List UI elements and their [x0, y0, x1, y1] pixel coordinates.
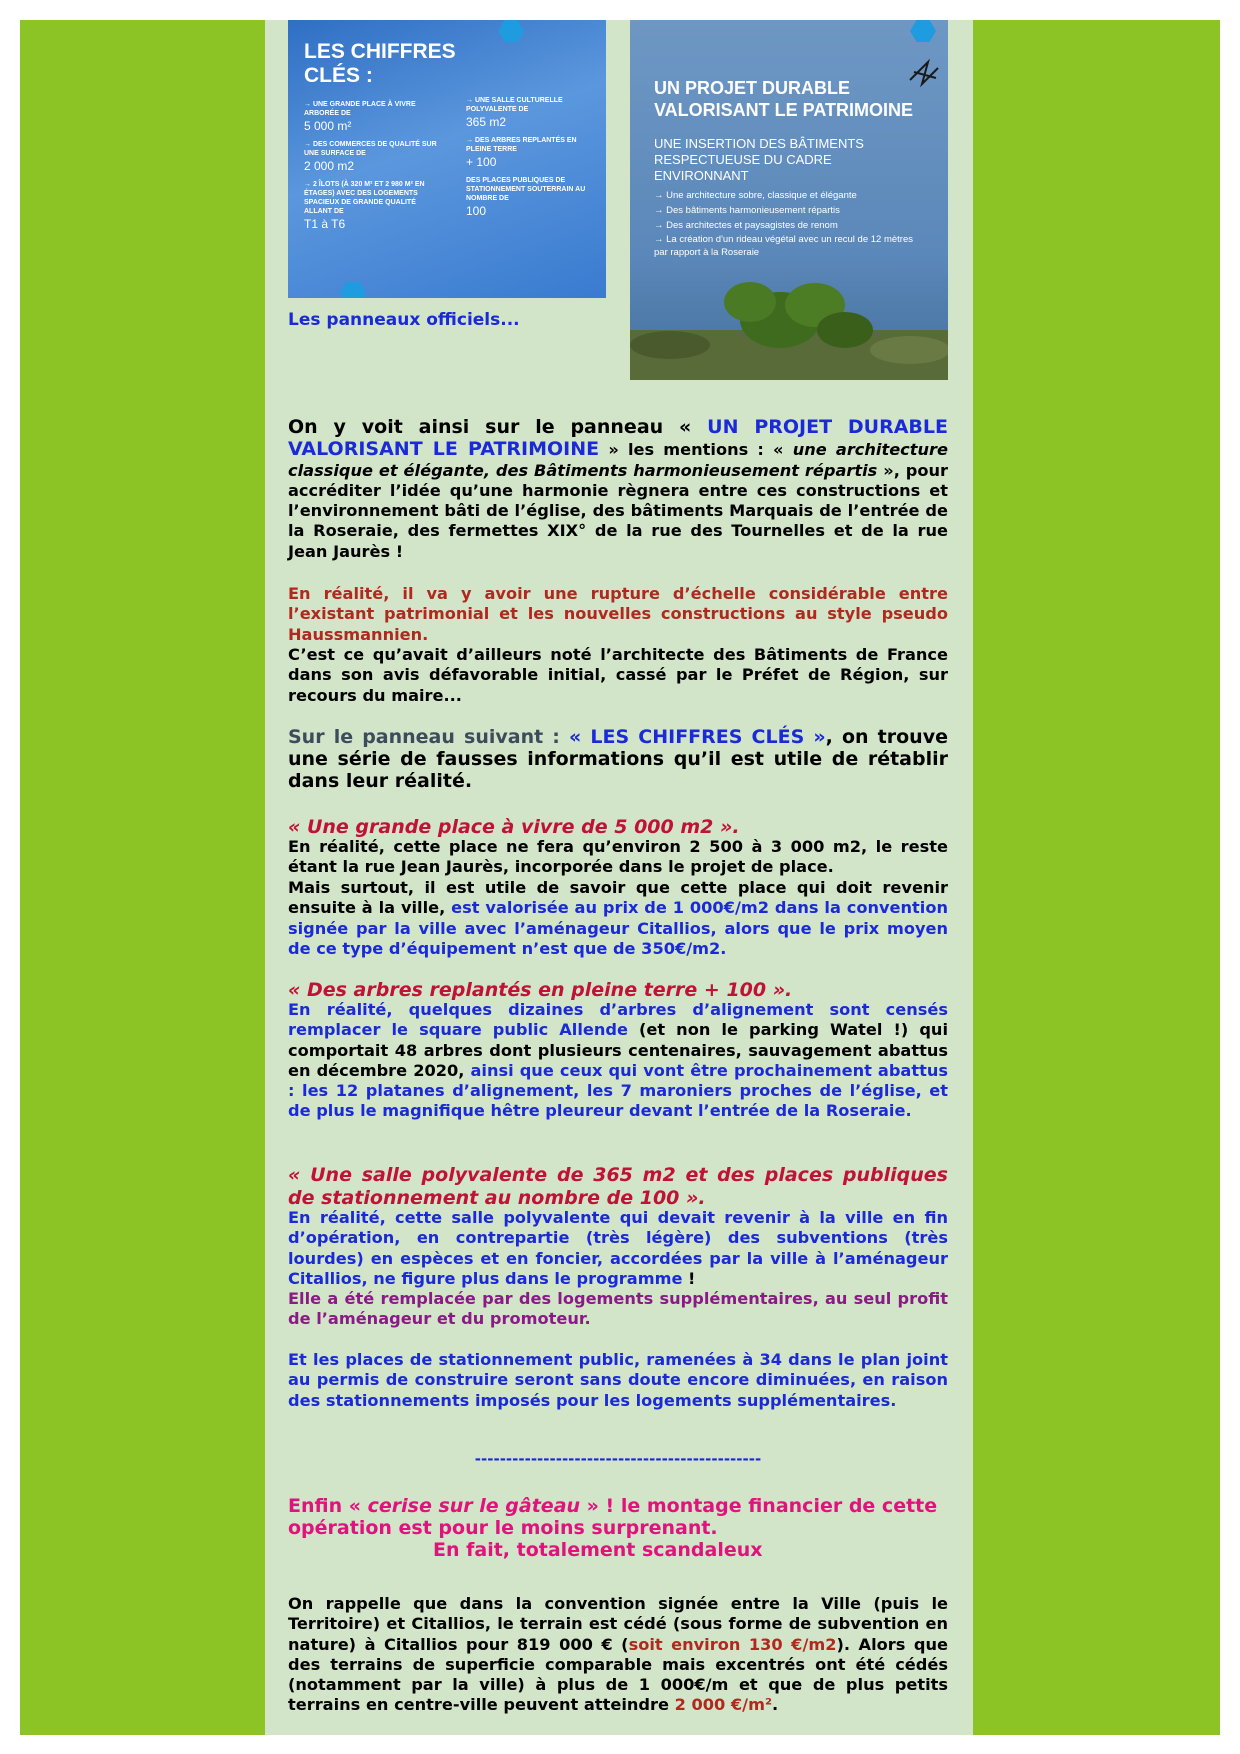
heading-salle-polyvalente: « Une salle polyvalente de 365 m2 et des places publiques de stationnement au nombre de 100 ». [288, 1164, 948, 1209]
caption-panneaux: Les panneaux officiels... [288, 310, 520, 330]
p7-end: ainsi que ceux qui vont être prochainement abattus : les 12 platanes d’alignement, les 7 maroniers proches de l’église, et de plus le magnifique hêtre pleureur devant l’entrée de la Roseraie. [288, 1060, 948, 1121]
p4-rest: , on trouve une série de fausses informations qu’il est utile de rétablir dans leur réalité. [288, 726, 948, 792]
paragraph-stationnement: Et les places de stationnement public, ramenées à 34 dans le plan joint au permis de construire seront sans doute encore diminuées, en raison des stationnements imposés pour les logements supplémentaires. [288, 1350, 948, 1410]
poster2-subtitle-line3: ENVIRONNANT [654, 168, 749, 183]
p4-intro: Sur le panneau suivant : [288, 726, 570, 748]
p1-intro: On y voit ainsi sur le panneau « [288, 416, 708, 438]
p8-end: ! [682, 1268, 696, 1288]
p7-intro: En réalité, quelques dizaines d’arbres d’alignement sont censés remplacer le square public Allende [288, 1000, 948, 1040]
poster2-bullet-2: → Des bâtiments harmonieusement répartis [654, 205, 840, 216]
paragraph-place-surface: En réalité, cette place ne fera qu’environ 2 500 à 3 000 m2, le reste étant la rue Jean Jaurès, incorporée dans le projet de place. [288, 837, 948, 877]
poster1-left-label-2: → DES COMMERCES DE QUALITÉ SUR UNE SURFACE DE [304, 141, 437, 157]
poster2-bullet-4: → La création d'un rideau végétal avec un recul de 12 mètres par rapport à la Roseraie [654, 234, 913, 258]
poster1-left-value-1: 5 000 m² [304, 119, 352, 133]
p11-rest: » ! le montage financier de cette opération est pour le moins surprenant. [288, 1495, 938, 1539]
paragraph-scandaleux: En fait, totalement scandaleux [433, 1539, 763, 1561]
poster1-title-line2: CLÉS : [304, 64, 373, 87]
poster2-title-line2: VALORISANT LE PATRIMOINE [654, 100, 913, 120]
heading-grande-place: « Une grande place à vivre de 5 000 m2 ». [288, 816, 740, 838]
paragraph-salle [288, 1208, 948, 1289]
p1-panel-name: UN PROJET DURABLE VALORISANT LE PATRIMOINE [288, 416, 948, 461]
paragraph-logements: Elle a été remplacée par des logements supplémentaires, au seul profit de l’aménageur et du promoteur. [288, 1289, 948, 1329]
heading-arbres: « Des arbres replantés en pleine terre + 100 ». [288, 979, 793, 1001]
poster2-title-line1: UN PROJET DURABLE [654, 78, 851, 98]
p12-intro: On rappelle que dans la convention signée entre la Ville (puis le Territoire) et Citallios, le terrain est cédé (sous forme de subvention en nature) à Citallios pour 819 000 € ( [288, 1594, 948, 1654]
p11-cerise: cerise sur le gâteau [367, 1495, 581, 1517]
paragraph-convention [288, 1594, 948, 1716]
p7-middle: (et non le parking Watel !) qui comportait 48 arbres dont plusieurs centenaires, sauvagement abattus en décembre 2020, [288, 1020, 948, 1080]
p12-price-centre: 2 000 €/m² [674, 1695, 773, 1715]
poster1-left-list [304, 100, 444, 232]
p12-price-m2: soit environ 130 €/m2 [628, 1634, 837, 1654]
hexagon-decoration-icon [910, 20, 936, 42]
poster-chiffres-cles [288, 20, 606, 298]
poster2-bullet-3: → Des architectes et paysagistes de renom [654, 220, 838, 231]
separator-line: ---------------------------------------------- [474, 1450, 762, 1468]
paragraph-rupture: En réalité, il va y avoir une rupture d’échelle considérable entre l’existant patrimonial et les nouvelles constructions au style pseudo Haussmannien. [288, 584, 948, 644]
p12-end: . [772, 1695, 779, 1715]
poster2-bullet-list [654, 188, 924, 259]
poster2-subtitle-line2: RESPECTUEUSE DU CADRE [654, 152, 832, 167]
p1-mentions: » les mentions : « [599, 440, 793, 460]
paragraph-panneau-suivant [288, 726, 948, 792]
paragraph-place-prix [288, 878, 948, 959]
signature-logo-icon [908, 58, 942, 88]
poster1-title-line1: LES CHIFFRES [304, 40, 456, 63]
p4-panel-name: « LES CHIFFRES CLÉS » [569, 726, 826, 748]
poster1-right-value-3: 100 [466, 204, 487, 218]
paragraph-cerise [288, 1495, 948, 1539]
paragraph-arbres [288, 1000, 948, 1122]
hexagon-decoration-icon [498, 20, 524, 42]
poster1-left-value-3: T1 à T6 [304, 217, 346, 231]
paragraph-architecte: C’est ce qu’avait d’ailleurs noté l’architecte des Bâtiments de France dans son avis défavorable initial, cassé par le Préfet de Région, sur recours du maire... [288, 645, 948, 705]
paragraph-panneau-durable [288, 416, 948, 562]
poster1-left-label-1: → UNE GRANDE PLACE À VIVRE ARBORÉE DE [304, 101, 416, 117]
p1-quote: une architecture classique et élégante, des Bâtiments harmonieusement répartis [288, 440, 949, 480]
poster1-left-value-2: 2 000 m2 [304, 159, 355, 173]
p8-text: En réalité, cette salle polyvalente qui devait revenir à la ville en fin d’opération, en contrepartie (très légère) des subventions (très lourdes) en espèces et en foncier, accordées par la ville à l’aménageur Citallios, ne figure plus dans le programme [288, 1208, 948, 1288]
poster1-right-value-1: 365 m2 [466, 115, 507, 129]
poster2-subtitle-line1: UNE INSERTION DES BÂTIMENTS [654, 136, 864, 151]
poster1-right-label-1: → UNE SALLE CULTURELLE POLYVALENTE DE [466, 97, 563, 113]
poster1-right-label-3: DES PLACES PUBLIQUES DE STATIONNEMENT SOUTERRAIN AU NOMBRE DE [466, 177, 586, 202]
hexagon-decoration-icon [340, 282, 366, 298]
poster2-bullet-1: → Une architecture sobre, classique et élégante [654, 190, 857, 201]
poster1-right-value-2: + 100 [466, 155, 497, 169]
p1-rest: », pour accréditer l’idée qu’une harmonie règnera entre ces constructions et l’environnement bâti de l’église, des bâtiments Marquais de l’entrée de la Roseraie, des fermettes XIX° de la rue des Tournelles et de la rue Jean Jaurès ! [288, 460, 948, 561]
poster1-right-list [466, 96, 591, 219]
poster1-left-label-3: → 2 ÎLOTS (À 320 M² ET 2 980 M² EN ÉTAGES) AVEC DES LOGEMENTS SPACIEUX DE GRANDE QUALITÉ ALLANT DE [304, 181, 425, 215]
p6-price: est valorisée au prix de 1 000€/m2 dans la convention signée par la ville avec l’aménageur Citallios, alors que le prix moyen de ce type d’équipement n’est que de 350€/m2. [288, 898, 948, 958]
p6-intro: Mais surtout, il est utile de savoir que cette place qui doit revenir ensuite à la ville, [288, 878, 948, 918]
p11-intro: Enfin « [288, 1495, 368, 1517]
p12-middle: ). Alors que des terrains de superficie comparable mais excentrés ont été cédés (notamment par la ville) à plus de 1 000€/m et que de plus petits terrains en centre-ville peuvent atteindre [288, 1634, 948, 1715]
poster1-right-label-2: → DES ARBRES REPLANTÉS EN PLEINE TERRE [466, 137, 577, 153]
